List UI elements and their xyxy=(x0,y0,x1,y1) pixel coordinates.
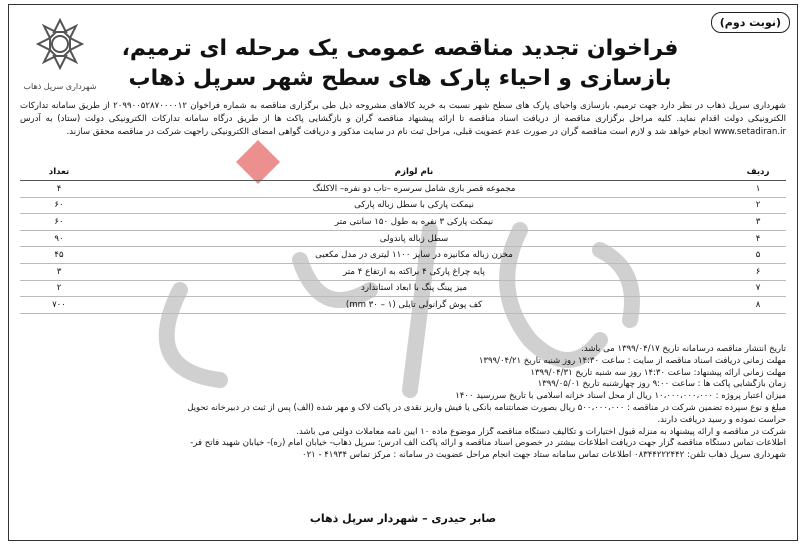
item-quantity: ۷۰۰ xyxy=(20,297,98,314)
item-name: میز پینگ پنگ با ابعاد استاندارد xyxy=(98,280,730,297)
item-name: مجموعه قصر بازی شامل سرسره –تاب دو نفره– الاکلنگ xyxy=(98,181,730,198)
document-deadline-line: مهلت زمانی دریافت اسناد مناقصه از سایت : ساعت ۱۴:۳۰ روز شنبه تاریخ ۱۳۹۹/۰۴/۲۱ xyxy=(478,355,786,366)
header-quantity: تعداد xyxy=(20,164,98,181)
item-quantity: ۳ xyxy=(20,263,98,280)
table-row xyxy=(20,181,786,198)
intro-paragraph: شهرداری سرپل ذهاب در نظر دارد جهت ترمیم، بازسازی واحیای پارک های سطح شهر نسبت به خرید کالاهای مشروحه ذیل طی برگزاری مناقصه به شماره فراخوان ۲۰۹۹۰۰۵۲۸۷۰۰۰۰۱۲ از طریق سامانه تدارکات الکترونیکی دولت اقدام نماید. کلیه مراحل برگزاری مناقصه از دریافت اسناد مناقصه تا ارائه پیشنهاد مناقصه گران و بازگشایی پاکت ها از طریق درگاه سامانه تدارکات الکترونیکی دولت (ستاد) به آدرس www.setadiran.ir انجام خواهد شد و لازم است مناقصه گران در صورت عدم عضویت قبلی، مراحل ثبت نام در سایت مذکور و دریافت گواهی امضای الکترونیکی راجهت شرکت در مناقصه محقق سازند. xyxy=(20,101,786,137)
item-name: سطل زباله پاندولی xyxy=(98,230,730,247)
table-row xyxy=(20,280,786,297)
title-line-2: بازسازی و احیاء پارک های سطح شهر سرپل ذهاب xyxy=(128,66,672,91)
tender-details xyxy=(20,344,786,462)
item-name: پایه چراغ پارکی ۴ براکته به ارتفاع ۴ متر xyxy=(98,263,730,280)
title-line-1: فراخوان تجدید مناقصه عمومی یک مرحله ای ترمیم، xyxy=(121,36,679,61)
item-quantity: ۲ xyxy=(20,280,98,297)
bid-deadline-line: مهلت زمانی ارائه پیشنهاد: ساعت ۱۴:۳۰ روز سه شنبه تاریخ ۱۳۹۹/۰۴/۳۱ xyxy=(530,367,786,378)
item-quantity: ۹۰ xyxy=(20,230,98,247)
table-row xyxy=(20,230,786,247)
item-quantity: ۶۰ xyxy=(20,197,98,214)
item-quantity: ۴ xyxy=(20,181,98,198)
row-number: ۷ xyxy=(730,280,786,297)
item-name: کف پوش گرانولی تایلی (۱ – mm ۳۰) xyxy=(98,297,730,314)
municipality-emblem-icon xyxy=(32,14,88,76)
contact-line: اطلاعات تماس دستگاه مناقصه گزار جهت دریافت اطلاعات بیشتر در خصوص اسناد مناقصه و ارائه پاکت الف آدرس: سرپل ذهاب- خیابان امام (ره)- خیابان شهید فاتح فر- xyxy=(190,438,786,449)
signature: صابر حیدری – شهردار سرپل ذهاب xyxy=(309,512,497,525)
item-name: نیمکت پارکی ۳ نفره به طول ۱۵۰ سانتی متر xyxy=(98,214,730,231)
row-number: ۸ xyxy=(730,297,786,314)
header-item-name: نام لوازم xyxy=(98,164,730,181)
item-name: مخزن زباله مکانیزه در سایز ۱۱۰۰ لیتری در مدل مکعبی xyxy=(98,247,730,264)
logo xyxy=(22,14,98,108)
opening-time-line: زمان بازگشایی پاکت ها : ساعت ۹:۰۰ روز چهارشنبه تاریخ ۱۳۹۹/۰۵/۰۱ xyxy=(537,379,786,390)
row-number: ۴ xyxy=(730,230,786,247)
table-row xyxy=(20,197,786,214)
table-row xyxy=(20,214,786,231)
guarantee-line: مبلغ و نوع سپرده تضمین شرکت در مناقصه : ۵۰۰،۰۰۰،۰۰۰ ریال بصورت ضمانتنامه بانکی یا فیش واریز نقدی در پاکت لاک و مهر شده (الف) پس از ثبت در دبیرخانه تحویل xyxy=(187,402,786,413)
item-quantity: ۴۵ xyxy=(20,247,98,264)
budget-line: میزان اعتبار پروژه : ۱۰،۰۰۰،۰۰۰،۰۰۰ ریال از محل اسناد خزانه اسلامی با تاریخ سررسید ۱۴۰۰ xyxy=(455,391,786,402)
row-number: ۵ xyxy=(730,247,786,264)
publish-date-line: تاریخ انتشار مناقصه درسامانه تاریخ ۱۳۹۹/۰۴/۱۷ می باشد. xyxy=(581,344,786,354)
item-name: نیمکت پارکی با سطل زباله پارکی xyxy=(98,197,730,214)
table-header-row xyxy=(20,164,786,181)
table-row xyxy=(20,247,786,264)
phone-line: شهرداری سرپل ذهاب تلفن: ۰۸۳۴۴۲۲۲۴۴۲ اطلاعات تماس سامانه ستاد جهت انجام مراحل عضویت در سامانه : مرکز تماس ۴۱۹۳۴ - ۰۲۱ xyxy=(302,450,786,461)
items-table xyxy=(20,164,786,314)
row-number: ۶ xyxy=(730,263,786,280)
logo-caption: شهرداری سرپل ذهاب xyxy=(23,82,97,91)
table-row xyxy=(20,297,786,314)
guarantee-line-cont: حراست نموده و رسید دریافت دارند. xyxy=(657,414,786,425)
item-quantity: ۶۰ xyxy=(20,214,98,231)
terms-line: شرکت در مناقصه و ارائه پیشنهاد به منزله قبول اختیارات و تکالیف دستگاه مناقصه گزار موضوع ماده ۱۰ آیین نامه معاملات دولتی می باشد. xyxy=(296,426,786,437)
header-row-number: ردیف xyxy=(730,164,786,181)
row-number: ۲ xyxy=(730,197,786,214)
row-number: ۳ xyxy=(730,214,786,231)
table-row xyxy=(20,263,786,280)
row-number: ۱ xyxy=(730,181,786,198)
publication-badge: (نوبت دوم) xyxy=(711,12,790,33)
